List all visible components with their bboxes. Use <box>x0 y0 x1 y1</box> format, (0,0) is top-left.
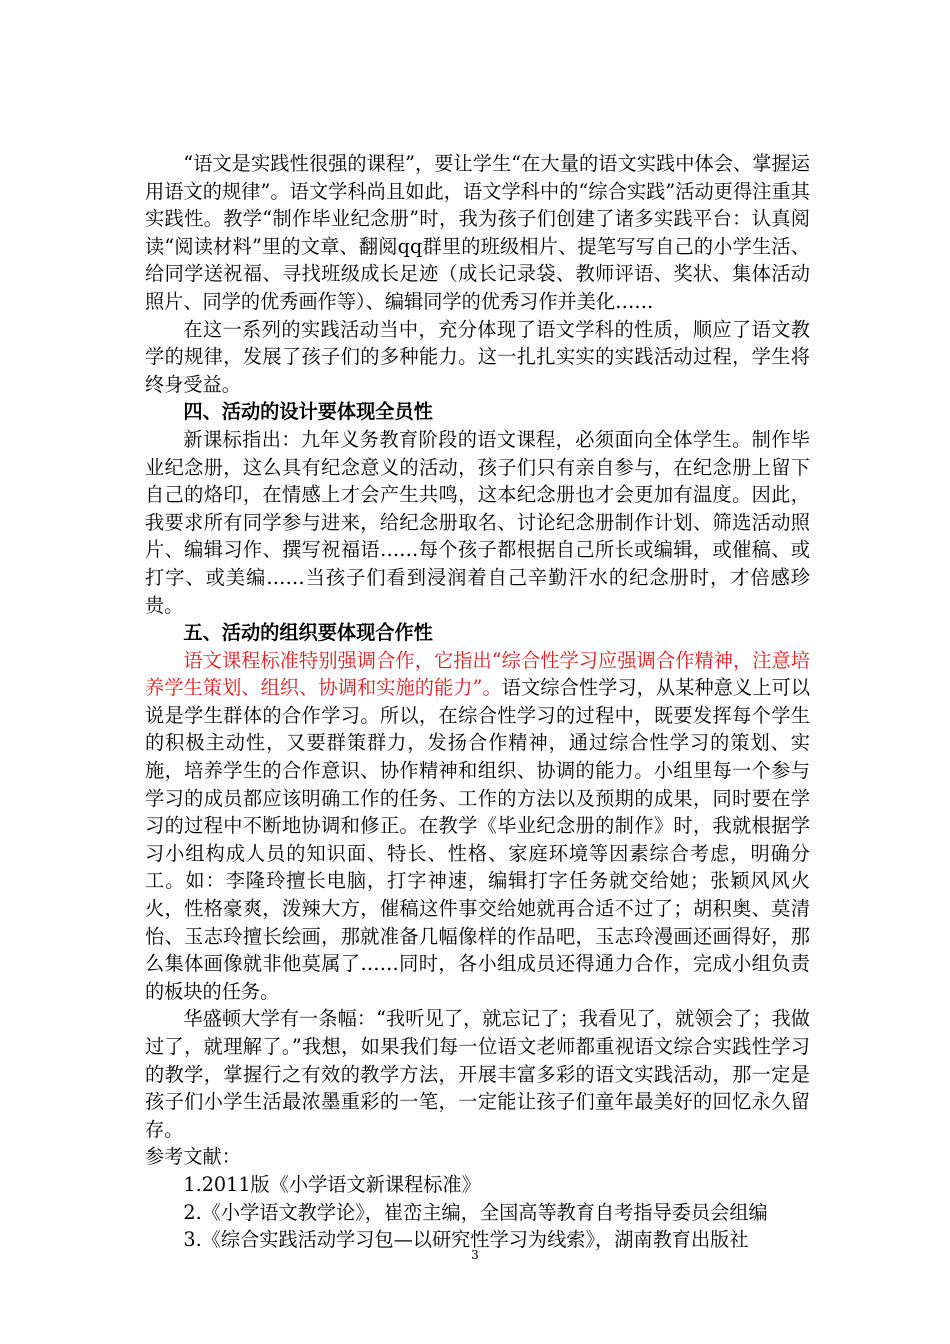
document-body <box>145 150 810 1254</box>
section-heading-4: 四、活动的设计要体现全员性 <box>183 400 433 424</box>
reference-item: 1.2011版《小学语文新课程标准》 <box>183 1172 481 1196</box>
highlighted-quote: 语文课程标准特别强调合作，它指出“综合性学习应强调合作精神，注意培养学生策划、组织、协调和实施的能力”。 <box>145 648 810 700</box>
paragraph-cooperation-text: 语文综合性学习，从某种意义上可以说是学生群体的合作学习。所以，在综合性学习的过程中，既要发挥每个学生的积极主动性，又要群策群力，发扬合作精神，通过综合性学习的策划、实施，培养学生的合作意识、协作精神和组织、协调的能力。小组里每一个参与学习的成员都应该明确工作的任务、工作的方法以及预期的成果，同时要在学习的过程中不断地协调和修正。在教学《毕业纪念册的制作》时，我就根据学习小组构成人员的知识面、特长、性格、家庭环境等因素综合考虑，明确分工。如：李隆玲擅长电脑，打字神速，编辑打字任务就交给她；张颖风风火火，性格豪爽，泼辣大方，催稿这件事交给她就再合适不过了；胡积奥、莫清怡、玉志玲擅长绘画，那就准备几幅像样的作品吧，玉志玲漫画还画得好，那么集体画像就非他莫属了……同时，各小组成员还得通力合作，完成小组负责的板块的任务。 <box>145 676 811 1003</box>
paragraph-participation: 新课标指出：九年义务教育阶段的语文课程，必须面向全体学生。制作毕业纪念册，这么具有纪念意义的活动，孩子们只有亲自参与，在纪念册上留下自己的烙印，在情感上才会产生共鸣，这本纪念册也才会更加有温度。因此，我要求所有同学参与进来，给纪念册取名、讨论纪念册制作计划、筛选活动照片、编辑习作、撰写祝福语……每个孩子都根据自己所长或编辑，或催稿、或打字、或美编……当孩子们看到浸润着自己辛勤汗水的纪念册时，才倍感珍贵。 <box>145 427 810 617</box>
reference-item: 2.《小学语文教学论》，崔峦主编，全国高等教育自考指导委员会组编 <box>183 1200 768 1224</box>
paragraph-cooperation <box>145 647 810 1006</box>
page-number: 3 <box>471 1248 479 1262</box>
paragraph-practice: “语文是实践性很强的课程”，要让学生“在大量的语文实践中体会、掌握运用语文的规律”。语文学科尚且如此，语文学科中的“综合实践”活动更得注重其实践性。教学“制作毕业纪念册”时，我为孩子们创建了诸多实践平台：认真阅读“阅读材料”里的文章、翻阅qq群里的班级相片、提笔写写自己的小学生活、给同学送祝福、寻找班级成长足迹（成长记录袋、教师评语、奖状、集体活动照片、同学的优秀画作等）、编辑同学的优秀习作并美化…… <box>145 152 810 313</box>
references-title: 参考文献： <box>145 1145 241 1169</box>
reference-item: 3.《综合实践活动学习包—以研究性学习为线索》，湖南教育出版社 <box>183 1228 749 1252</box>
paragraph-practice-summary: 在这一系列的实践活动当中，充分体现了语文学科的性质，顺应了语文教学的规律，发展了孩子们的多种能力。这一扎扎实实的实践活动过程，学生将终身受益。 <box>145 317 810 396</box>
paragraph-conclusion: 华盛顿大学有一条幅：“我听见了，就忘记了；我看见了，就领会了；我做过了，就理解了。”我想，如果我们每一位语文老师都重视语文综合实践性学习的教学，掌握行之有效的教学方法，开展丰富多彩的语文实践活动，那一定是孩子们小学生活最浓墨重彩的一笔，一定能让孩子们童年最美好的回忆永久留存。 <box>145 1007 810 1141</box>
section-heading-5: 五、活动的组织要体现合作性 <box>183 621 433 645</box>
